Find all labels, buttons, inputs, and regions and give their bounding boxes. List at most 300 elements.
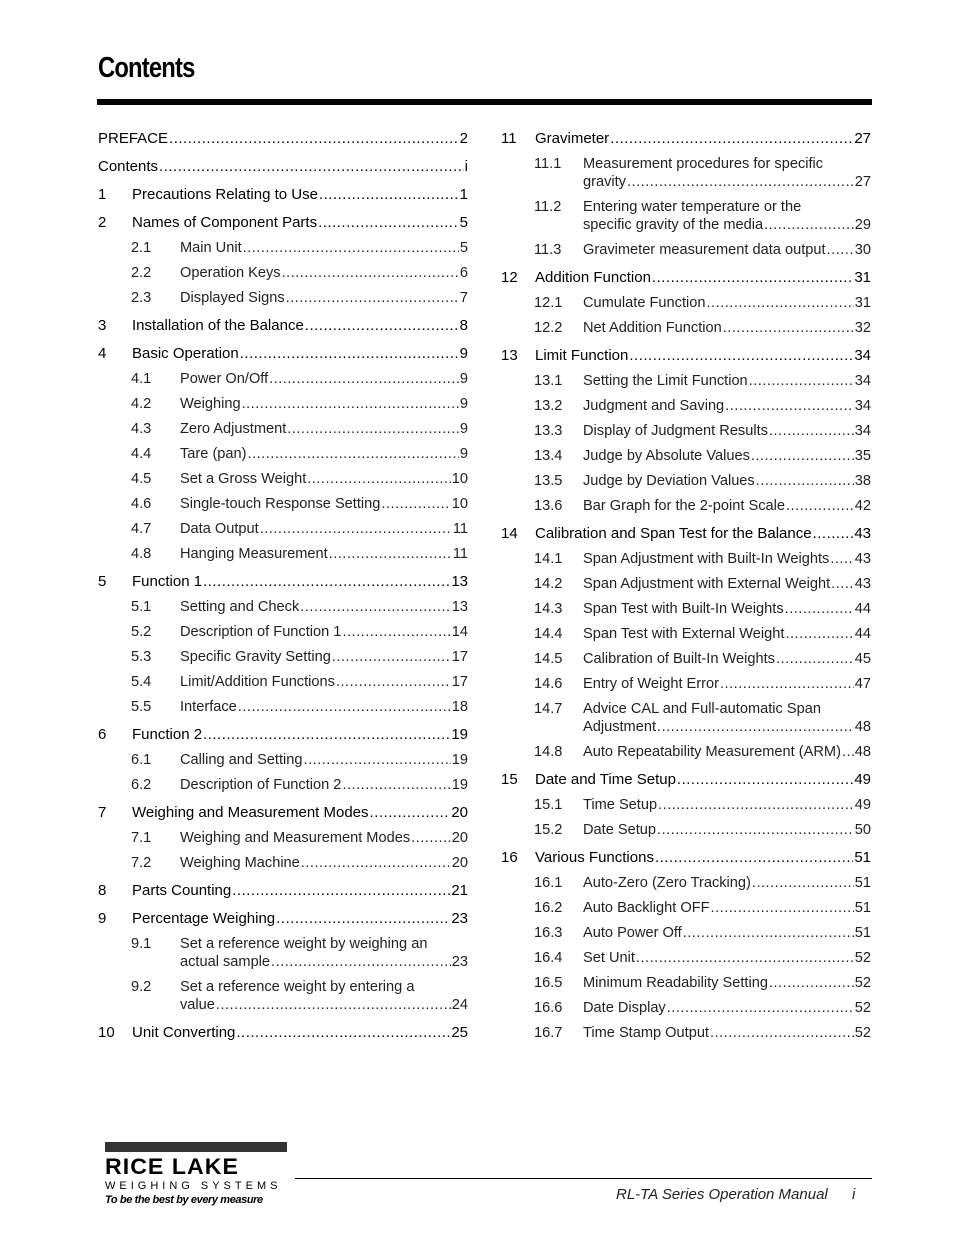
toc-entry[interactable] — [501, 575, 871, 593]
toc-entry-page: 29 — [854, 217, 871, 233]
toc-entry-number: 5.3 — [131, 649, 152, 665]
toc-entry[interactable] — [501, 422, 871, 440]
toc-entry-label: Time Stamp Output — [583, 1025, 709, 1041]
toc-entry[interactable] — [98, 370, 468, 388]
toc-entry-page: 31 — [854, 269, 871, 286]
toc-entry[interactable] — [501, 1024, 871, 1042]
toc-leader-dots — [370, 804, 451, 822]
toc-leader-dots — [269, 370, 459, 388]
toc-leader-dots — [276, 910, 450, 928]
toc-leader-dots — [751, 447, 854, 465]
toc-entry-page: 20 — [451, 855, 468, 871]
toc-entry-page: 8 — [459, 317, 468, 334]
toc-entry[interactable] — [98, 598, 468, 616]
toc-entry-number: 6.2 — [131, 777, 152, 793]
toc-entry[interactable] — [501, 999, 871, 1017]
toc-entry-label: Span Test with Built-In Weights — [583, 601, 784, 617]
toc-leader-dots — [240, 345, 459, 363]
toc-entry-page: 50 — [854, 822, 871, 838]
toc-leader-dots — [342, 776, 450, 794]
page-number: i — [852, 1186, 856, 1203]
toc-entry[interactable] — [98, 751, 468, 769]
logo-sub-text: WEIGHING SYSTEMS — [105, 1180, 282, 1192]
toc-leader-dots — [657, 821, 854, 839]
toc-entry-page: 9 — [459, 446, 468, 462]
toc-leader-dots — [776, 650, 854, 668]
toc-entry-page: 17 — [451, 674, 468, 690]
toc-entry-label: Calibration of Built-In Weights — [583, 651, 775, 667]
toc-leader-dots — [248, 445, 459, 463]
toc-leader-dots — [232, 882, 450, 900]
toc-entry[interactable] — [501, 397, 871, 415]
toc-leader-dots — [636, 949, 854, 967]
toc-entry[interactable] — [98, 573, 468, 591]
toc-entry-page: 9 — [459, 396, 468, 412]
toc-entry[interactable] — [98, 470, 468, 488]
toc-entry-page: 5 — [459, 214, 468, 231]
toc-entry-label: Description of Function 1 — [180, 624, 342, 640]
toc-entry-number: 16.3 — [534, 925, 563, 941]
toc-entry-page: 51 — [854, 875, 871, 891]
toc-entry-label: Displayed Signs — [180, 290, 285, 306]
toc-entry[interactable] — [501, 155, 871, 191]
toc-entry[interactable] — [501, 472, 871, 490]
toc-entry[interactable] — [501, 924, 871, 942]
toc-entry-page: 34 — [854, 423, 871, 439]
toc-entry-page: 11 — [452, 521, 468, 537]
toc-entry-page: 5 — [459, 240, 468, 256]
toc-entry-page: 1 — [459, 186, 468, 203]
toc-entry-page: 20 — [451, 830, 468, 846]
toc-entry[interactable] — [98, 317, 468, 335]
toc-entry-number: 13.2 — [534, 398, 563, 414]
toc-entry-page: 18 — [451, 699, 468, 715]
toc-entry[interactable] — [501, 294, 871, 312]
toc-entry-number: 11 — [501, 130, 517, 147]
toc-entry-label: Calling and Setting — [180, 752, 303, 768]
toc-entry-number: 2.3 — [131, 290, 152, 306]
toc-leader-dots — [286, 289, 459, 307]
toc-entry-page: 43 — [854, 576, 871, 592]
toc-entry-label: specific gravity of the media — [583, 217, 764, 233]
toc-leader-dots — [304, 751, 451, 769]
toc-entry-label: Hanging Measurement — [180, 546, 328, 562]
toc-entry-label: Addition Function — [535, 269, 651, 286]
toc-entry-label: actual sample — [180, 954, 271, 970]
toc-entry-label: gravity — [583, 174, 626, 190]
toc-entry-page: 38 — [854, 473, 871, 489]
toc-entry-page: 51 — [854, 925, 871, 941]
page-title: Contents — [98, 52, 195, 84]
toc-entry[interactable] — [98, 829, 468, 847]
toc-entry-label: Gravimeter measurement data output — [583, 242, 826, 258]
toc-entry-page: 43 — [854, 525, 871, 542]
toc-leader-dots — [830, 550, 853, 568]
toc-entry[interactable] — [98, 239, 468, 257]
toc-entry-label: Data Output — [180, 521, 259, 537]
toc-entry-label: Zero Adjustment — [180, 421, 287, 437]
toc-leader-dots — [725, 397, 854, 415]
toc-entry[interactable] — [501, 700, 871, 736]
toc-entry-page: 13 — [451, 573, 468, 590]
toc-entry-label: Adjustment — [583, 719, 657, 735]
toc-entry-label: Specific Gravity Setting — [180, 649, 331, 665]
toc-leader-dots — [769, 974, 854, 992]
toc-entry-number: 15.1 — [534, 797, 563, 813]
toc-entry[interactable] — [501, 269, 871, 287]
toc-entry-label: Operation Keys — [180, 265, 281, 281]
toc-entry-number: 6.1 — [131, 752, 152, 768]
toc-entry[interactable] — [98, 495, 468, 513]
toc-entry[interactable] — [98, 345, 468, 363]
toc-entry-label: Tare (pan) — [180, 446, 247, 462]
toc-entry-number: 14.1 — [534, 551, 563, 567]
footer-rule — [295, 1178, 872, 1179]
toc-entry[interactable] — [98, 130, 468, 148]
toc-entry[interactable] — [98, 214, 468, 232]
toc-entry-label: Span Test with External Weight — [583, 626, 785, 642]
toc-entry-label: Date Display — [583, 1000, 666, 1016]
toc-entry[interactable] — [98, 545, 468, 563]
toc-entry-page: 25 — [451, 1024, 468, 1041]
toc-entry-label: Judgment and Saving — [583, 398, 725, 414]
toc-entry-number: 3 — [98, 317, 107, 334]
toc-entry-number: 6 — [98, 726, 107, 743]
toc-entry-label: Limit Function — [535, 347, 629, 364]
toc-entry-number: 14.4 — [534, 626, 563, 642]
toc-entry-label: Judge by Absolute Values — [583, 448, 750, 464]
toc-entry[interactable] — [501, 974, 871, 992]
toc-entry-number: 14.6 — [534, 676, 563, 692]
toc-entry-number: 4.6 — [131, 496, 152, 512]
toc-entry[interactable] — [501, 675, 871, 693]
toc-entry-number: 13.6 — [534, 498, 563, 514]
toc-entry[interactable] — [98, 935, 468, 971]
toc-leader-dots — [159, 158, 464, 176]
toc-entry-label: Names of Component Parts — [132, 214, 318, 231]
toc-entry[interactable] — [98, 648, 468, 666]
toc-entry-page: 52 — [854, 1000, 871, 1016]
toc-entry-label: Span Adjustment with External Weight — [583, 576, 831, 592]
toc-leader-dots — [342, 623, 450, 641]
toc-entry-page: 44 — [854, 601, 871, 617]
toc-leader-dots — [243, 239, 459, 257]
toc-entry[interactable] — [501, 899, 871, 917]
toc-entry-number: 16.6 — [534, 1000, 563, 1016]
toc-entry[interactable] — [98, 264, 468, 282]
toc-entry-page: 27 — [854, 130, 871, 147]
toc-entry-page: 32 — [854, 320, 871, 336]
toc-leader-dots — [813, 525, 854, 543]
toc-entry-number: 16.7 — [534, 1025, 563, 1041]
toc-leader-dots — [169, 130, 459, 148]
toc-entry-label: Gravimeter — [535, 130, 610, 147]
toc-entry-number: 14.2 — [534, 576, 563, 592]
toc-entry[interactable] — [98, 420, 468, 438]
toc-entry-page: 44 — [854, 626, 871, 642]
toc-entry[interactable] — [501, 821, 871, 839]
rice-lake-logo — [105, 1142, 295, 1207]
toc-entry-page: 9 — [459, 345, 468, 362]
toc-leader-dots — [271, 953, 451, 971]
toc-leader-dots — [260, 520, 452, 538]
toc-leader-dots — [287, 420, 459, 438]
toc-entry-number: 14.5 — [534, 651, 563, 667]
toc-entry-number: 16.1 — [534, 875, 563, 891]
toc-entry-label: Span Adjustment with Built-In Weights — [583, 551, 830, 567]
toc-entry-label: Auto Repeatability Measurement (ARM) — [583, 744, 841, 760]
toc-entry-page: 30 — [854, 242, 871, 258]
toc-entry[interactable] — [98, 726, 468, 744]
logo-main-text: RICE LAKE — [105, 1154, 239, 1179]
toc-entry-number: 13.5 — [534, 473, 563, 489]
toc-entry[interactable] — [501, 550, 871, 568]
toc-entry-label: Interface — [180, 699, 237, 715]
toc-entry-label: value — [180, 997, 215, 1013]
toc-entry-page: 34 — [854, 347, 871, 364]
toc-entry-page: 49 — [854, 771, 871, 788]
toc-entry-number: 4.7 — [131, 521, 152, 537]
toc-entry-number: 5.4 — [131, 674, 152, 690]
toc-entry[interactable] — [98, 1024, 468, 1042]
toc-entry[interactable] — [98, 776, 468, 794]
toc-leader-dots — [756, 472, 854, 490]
toc-entry[interactable] — [98, 910, 468, 928]
toc-entry-label: Percentage Weighing — [132, 910, 276, 927]
toc-entry[interactable] — [501, 525, 871, 543]
toc-leader-dots — [769, 422, 854, 440]
toc-entry-page: 42 — [854, 498, 871, 514]
toc-entry-page: 23 — [451, 910, 468, 927]
toc-entry[interactable] — [501, 600, 871, 618]
toc-entry-number: 4.2 — [131, 396, 152, 412]
toc-leader-dots — [677, 771, 853, 789]
toc-entry[interactable] — [501, 849, 871, 867]
toc-entry-label: Unit Converting — [132, 1024, 236, 1041]
toc-entry[interactable] — [98, 854, 468, 872]
toc-entry[interactable] — [501, 130, 871, 148]
toc-entry-page: 48 — [854, 719, 871, 735]
toc-entry-number: 13.3 — [534, 423, 563, 439]
toc-entry-number: 9.1 — [131, 936, 152, 952]
toc-leader-dots — [216, 996, 451, 1014]
toc-entry-number: 4 — [98, 345, 107, 362]
toc-entry-label: Limit/Addition Functions — [180, 674, 335, 690]
toc-entry-page: 31 — [854, 295, 871, 311]
toc-entry[interactable] — [501, 241, 871, 259]
toc-entry-number: 1 — [98, 186, 107, 203]
toc-entry[interactable] — [501, 447, 871, 465]
toc-entry-label: Installation of the Balance — [132, 317, 304, 334]
toc-entry-page: 24 — [451, 997, 468, 1013]
toc-entry-number: 16.4 — [534, 950, 563, 966]
toc-entry-page: 19 — [451, 752, 468, 768]
toc-entry-label: Parts Counting — [132, 882, 232, 899]
toc-entry-page: 49 — [854, 797, 871, 813]
toc-entry-label: Date and Time Setup — [535, 771, 676, 788]
toc-leader-dots — [203, 573, 450, 591]
toc-entry[interactable] — [501, 347, 871, 365]
toc-leader-dots — [827, 241, 854, 259]
toc-entry[interactable] — [98, 698, 468, 716]
toc-entry-number: 9 — [98, 910, 107, 927]
toc-entry-label-line1: Entering water temperature or the — [583, 199, 802, 215]
toc-entry-label: Date Setup — [583, 822, 657, 838]
toc-leader-dots — [305, 317, 459, 335]
toc-entry-page: 20 — [451, 804, 468, 821]
toc-entry-page: 10 — [451, 471, 468, 487]
toc-leader-dots — [658, 796, 854, 814]
toc-entry[interactable] — [98, 978, 468, 1014]
toc-entry-number: 4.3 — [131, 421, 152, 437]
toc-entry-label-line1: Advice CAL and Full-automatic Span — [583, 701, 821, 717]
toc-leader-dots — [238, 698, 451, 716]
toc-leader-dots — [720, 675, 854, 693]
toc-entry[interactable] — [501, 949, 871, 967]
toc-entry-label: Setting and Check — [180, 599, 300, 615]
toc-leader-dots — [319, 186, 459, 204]
toc-entry-label-line1: Set a reference weight by weighing an — [180, 936, 428, 952]
toc-leader-dots — [236, 1024, 450, 1042]
toc-entry-number: 2 — [98, 214, 107, 231]
toc-entry-page: 2 — [459, 130, 468, 147]
toc-entry-page: 35 — [854, 448, 871, 464]
toc-entry[interactable] — [98, 673, 468, 691]
toc-leader-dots — [749, 372, 854, 390]
toc-entry[interactable] — [501, 319, 871, 337]
toc-leader-dots — [307, 470, 451, 488]
toc-entry-label-line1: Set a reference weight by entering a — [180, 979, 415, 995]
toc-entry-number: 11.1 — [534, 156, 562, 172]
toc-entry-number: 2.1 — [131, 240, 152, 256]
toc-entry-number: 14.7 — [534, 701, 563, 717]
toc-leader-dots — [842, 743, 854, 761]
toc-entry[interactable] — [501, 771, 871, 789]
toc-entry-label: PREFACE — [98, 130, 169, 147]
toc-entry-number: 5.5 — [131, 699, 152, 715]
toc-entry[interactable] — [98, 395, 468, 413]
toc-entry-page: 9 — [459, 371, 468, 387]
toc-entry[interactable] — [98, 520, 468, 538]
toc-entry[interactable] — [98, 804, 468, 822]
toc-leader-dots — [785, 600, 854, 618]
toc-entry-label-line1: Measurement procedures for specific — [583, 156, 824, 172]
toc-entry-page: 34 — [854, 398, 871, 414]
toc-entry-page: 48 — [854, 744, 871, 760]
toc-leader-dots — [752, 874, 854, 892]
toc-entry[interactable] — [98, 186, 468, 204]
toc-leader-dots — [707, 294, 854, 312]
toc-leader-dots — [381, 495, 450, 513]
toc-entry-number: 4.1 — [131, 371, 152, 387]
toc-entry-label: Contents — [98, 158, 159, 175]
toc-leader-dots — [710, 1024, 854, 1042]
toc-entry-label: Basic Operation — [132, 345, 239, 362]
toc-entry-page: 11 — [452, 546, 468, 562]
toc-entry-label: Net Addition Function — [583, 320, 722, 336]
toc-entry-page: 19 — [451, 726, 468, 743]
toc-leader-dots — [301, 854, 451, 872]
toc-entry-label: Weighing Machine — [180, 855, 300, 871]
toc-entry-number: 15 — [501, 771, 518, 788]
toc-entry-label: Cumulate Function — [583, 295, 706, 311]
toc-entry[interactable] — [98, 158, 468, 176]
toc-entry-number: 11.2 — [534, 199, 562, 215]
toc-leader-dots — [711, 899, 854, 917]
toc-leader-dots — [242, 395, 459, 413]
toc-entry[interactable] — [98, 882, 468, 900]
toc-entry[interactable] — [501, 650, 871, 668]
toc-leader-dots — [300, 598, 451, 616]
toc-leader-dots — [332, 648, 451, 666]
toc-entry-number: 2.2 — [131, 265, 152, 281]
toc-entry-number: 5.2 — [131, 624, 152, 640]
toc-entry-number: 13 — [501, 347, 518, 364]
toc-entry-label: Function 1 — [132, 573, 203, 590]
toc-entry-label: Auto Power Off — [583, 925, 682, 941]
toc-entry[interactable] — [501, 497, 871, 515]
toc-entry-page: 10 — [451, 496, 468, 512]
toc-leader-dots — [203, 726, 450, 744]
toc-entry-page: 45 — [854, 651, 871, 667]
toc-entry[interactable] — [501, 198, 871, 234]
toc-entry-page: 19 — [451, 777, 468, 793]
toc-entry-page: 27 — [854, 174, 871, 190]
toc-leader-dots — [723, 319, 854, 337]
toc-leader-dots — [683, 924, 854, 942]
toc-entry[interactable] — [501, 625, 871, 643]
toc-entry-label: Display of Judgment Results — [583, 423, 768, 439]
toc-leader-dots — [785, 625, 853, 643]
toc-leader-dots — [336, 673, 451, 691]
toc-left-column — [98, 130, 468, 1042]
toc-leader-dots — [629, 347, 853, 365]
toc-entry-number: 14 — [501, 525, 518, 542]
toc-entry-label: Entry of Weight Error — [583, 676, 719, 692]
toc-entry-number: 10 — [98, 1024, 115, 1041]
toc-entry[interactable] — [501, 796, 871, 814]
toc-entry[interactable] — [501, 874, 871, 892]
toc-entry-page: 6 — [459, 265, 468, 281]
toc-entry-label: Single-touch Response Setting — [180, 496, 381, 512]
logo-tagline: To be the best by every measure — [105, 1194, 263, 1206]
toc-leader-dots — [282, 264, 459, 282]
toc-entry[interactable] — [98, 445, 468, 463]
toc-entry-number: 7.1 — [131, 830, 152, 846]
toc-leader-dots — [610, 130, 853, 148]
logo-bar — [105, 1142, 287, 1152]
toc-entry-label: Power On/Off — [180, 371, 269, 387]
toc-entry-number: 9.2 — [131, 979, 152, 995]
toc-entry-label: Judge by Deviation Values — [583, 473, 755, 489]
toc-entry[interactable] — [501, 743, 871, 761]
toc-entry-label: Description of Function 2 — [180, 777, 342, 793]
toc-entry-number: 4.8 — [131, 546, 152, 562]
toc-entry-number: 14.3 — [534, 601, 563, 617]
toc-entry-number: 12.2 — [534, 320, 563, 336]
toc-entry-page: 14 — [451, 624, 468, 640]
toc-entry-label: Main Unit — [180, 240, 242, 256]
toc-entry-page: 52 — [854, 1025, 871, 1041]
toc-entry-label: Weighing and Measurement Modes — [180, 830, 411, 846]
toc-entry-number: 16.2 — [534, 900, 563, 916]
toc-leader-dots — [411, 829, 451, 847]
toc-entry[interactable] — [98, 623, 468, 641]
toc-entry-page: 34 — [854, 373, 871, 389]
toc-entry[interactable] — [98, 289, 468, 307]
toc-entry-number: 5.1 — [131, 599, 152, 615]
toc-entry[interactable] — [501, 372, 871, 390]
